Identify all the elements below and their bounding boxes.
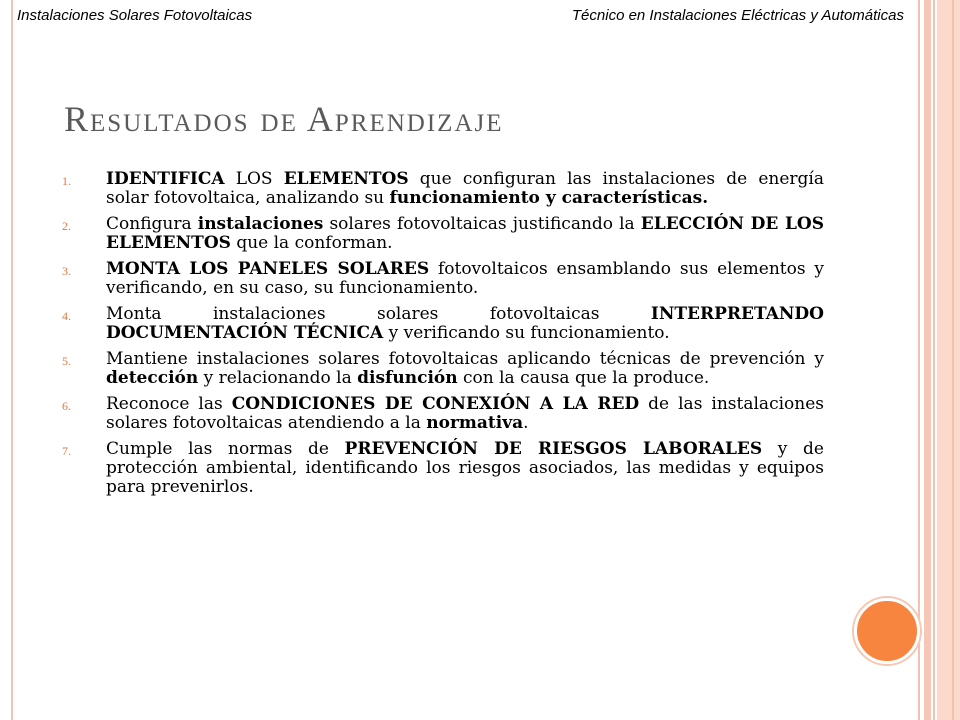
list-item-bold-text: CONDICIONES DE CONEXIÓN A LA RED <box>231 394 640 414</box>
list-item <box>62 260 824 298</box>
list-item-number: 2. <box>62 219 71 233</box>
list-item-bold-text: PREVENCIÓN DE RIESGOS LABORALES <box>344 439 763 459</box>
list-item-bold-text: detección <box>106 368 199 388</box>
right-stripe <box>918 0 920 720</box>
list-item-text: y relacionando la <box>198 368 358 388</box>
list-item <box>62 170 824 208</box>
list-item-bold-text: MONTA LOS PANELES SOLARES <box>106 259 430 279</box>
right-stripe <box>933 0 935 720</box>
list-item <box>62 350 824 388</box>
header-left-text: Instalaciones Solares Fotovoltaicas <box>17 7 253 24</box>
list-item-text: y de protección ambiental, identificando los riesgos asociados, las medidas y equipos para prevenirlos. <box>106 439 824 497</box>
list-item-bold-text: ELECCIÓN DE LOS ELEMENTOS <box>106 214 824 253</box>
list-item-bold-text: funcionamiento y características. <box>389 188 709 208</box>
learning-outcomes-list <box>62 170 824 504</box>
list-item-text: Configura <box>106 214 198 234</box>
right-stripe <box>924 0 931 720</box>
list-item-number: 1. <box>62 174 71 188</box>
list-item-text: Monta instalaciones solares fotovoltaicas <box>106 304 651 324</box>
list-item <box>62 305 824 343</box>
list-item <box>62 395 824 433</box>
list-item-text: que la conforman. <box>230 233 393 253</box>
list-item-number: 5. <box>62 354 71 368</box>
list-item-bold-text: instalaciones <box>197 214 324 234</box>
list-item-text: de las instalaciones solares fotovoltaicas atendiendo a la <box>106 394 824 433</box>
left-border-line <box>11 0 13 720</box>
list-item-text: con la causa que la produce. <box>457 368 710 388</box>
list-item-text: fotovoltaicos ensamblando sus elementos y verificando, en su caso, su funcionamiento. <box>106 259 824 298</box>
list-item-bold-text: IDENTIFICA <box>106 169 225 189</box>
list-item-text: LOS <box>224 169 284 189</box>
list-item-text: que configuran las instalaciones de energía solar fotovoltaica, analizando su <box>106 169 824 208</box>
list-item-bold-text: INTERPRETANDO DOCUMENTACIÓN TÉCNICA <box>106 304 824 343</box>
list-item <box>62 215 824 253</box>
header-right-text: Técnico en Instalaciones Eléctricas y Automáticas <box>571 7 904 24</box>
list-item-bold-text: ELEMENTOS <box>283 169 409 189</box>
list-item-number: 7. <box>62 444 71 458</box>
list-item-text: Cumple las normas de <box>106 439 345 459</box>
list-item-bold-text: disfunción <box>357 368 458 388</box>
list-item <box>62 440 824 497</box>
right-stripe <box>952 0 954 720</box>
list-item-text: Reconoce las <box>106 394 232 414</box>
list-item-number: 3. <box>62 264 71 278</box>
list-item-number: 4. <box>62 309 71 323</box>
list-item-number: 6. <box>62 399 71 413</box>
list-item-text: solares fotovoltaicas justificando la <box>323 214 641 234</box>
list-item-text: . <box>523 413 529 433</box>
slide-title: Resultados de Aprendizaje <box>64 99 504 139</box>
decorative-orange-circle <box>854 598 920 664</box>
list-item-bold-text: normativa <box>426 413 524 433</box>
right-stripe <box>937 0 960 720</box>
list-item-text: Mantiene instalaciones solares fotovoltaicas aplicando técnicas de prevención y <box>106 349 824 369</box>
list-item-text: y verificando su funcionamiento. <box>383 323 670 343</box>
